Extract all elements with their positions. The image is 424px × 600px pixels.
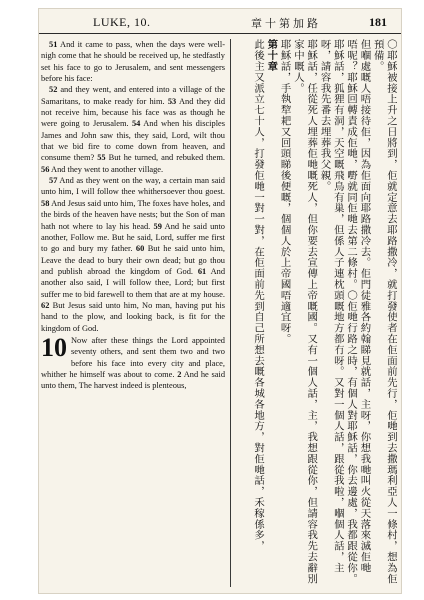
verse-number: 2 (177, 369, 182, 379)
verse-text: And Jesus said unto him, The foxes have holes, and the birds of the heaven have nests; but the Son of man hath not where to lay his head. (41, 198, 225, 231)
chapter-opening (41, 332, 225, 392)
chinese-line: 耶穌話，狐狸有洞，天空嘅飛鳥有巢，但係人子連枕頭嘅地方都冇呀。又對一個人話，跟從我啦，嗰個人話，主呀，請容我先番去埋葬我父親。 (318, 39, 344, 574)
verse-text: But Jesus said unto him, No man, having put his hand to the plow, and looking back, is fit for the kingdom of God. (41, 300, 225, 333)
verse-number: 57 (49, 176, 58, 186)
verse-text: But he said unto him, Leave the dead to bury their own dead; but go thou and publish abroad the kingdom of God. (41, 244, 225, 276)
verse-paragraph (41, 39, 225, 84)
verse-text: And they did not receive him, because his face was as though he were going to Jerusalem. (41, 96, 225, 129)
verse-text: And he said unto them, The harvest indeed is plenteous, (41, 369, 225, 391)
page-number: 181 (369, 15, 387, 29)
chinese-line: 但嗰處嘅人唔接待佢，因為佢面向耶路撒冷去。佢門徒雅各約翰睇見就話，主呀，你想我哋叫火從天落來滅佢哋 (358, 39, 371, 574)
running-head-english: LUKE, 10. (93, 15, 151, 29)
chinese-column (235, 39, 397, 587)
bible-page (38, 8, 402, 594)
english-column (41, 39, 225, 587)
chinese-line: 耶穌話，手執犂耙又回頭睇後便嘅，個個人於上帝國唔適宜呀。 (278, 39, 291, 345)
verse-number: 60 (135, 244, 145, 254)
verse-number: 56 (41, 164, 50, 174)
chinese-line: 〇耶穌被接上升之日將到，佢就定意去耶路撒冷，就打發使者在佢面前先行，佢哋到去撒瑪利亞人一條村，想為佢預備。 (371, 39, 397, 584)
chinese-line: 此後主又派立七十人，打發佢哋一對一對，在佢面前先到自己所想去嘅各城各地方，對佢哋話，禾稼係多， (252, 39, 265, 552)
verse-text: But he turned, and rebuked them. (108, 153, 225, 163)
verse-text: And it came to pass, when the days were well-nigh come that he should be received up, he stedfastly set his face to go to Jerusalem, and sent messengers before his face: (41, 40, 225, 84)
verse-paragraph (41, 175, 225, 334)
chinese-chapter-mark: 第十章 (265, 39, 278, 72)
chinese-line: 耶穌話，任從死人埋葬佢哋嘅死人，但你要去宣傳上帝嘅國。又有一個人話，主，我想跟從你，但請容我先去辭別家中嘅人。 (291, 39, 318, 584)
verse-text: And they went to another village. (51, 164, 164, 174)
verse-number: 59 (153, 221, 162, 231)
verse-text: And when his disciples James and John saw this, they said, Lord, wilt thou that we bid fire to come down from heaven, and consume them? (41, 119, 225, 163)
verse-number: 52 (49, 85, 58, 95)
page-header (39, 9, 401, 34)
verse-text: And as they went on the way, a certain man said unto him, I will follow thee whithersoever thou goest. (41, 176, 225, 197)
verse-paragraph (41, 84, 225, 175)
verse-text: And another also said, I will follow thee, Lord; but first suffer me to bid farewell to them that are at my house. (41, 266, 225, 299)
column-divider (230, 39, 231, 587)
verse-text: And he said unto another, Follow me. But he said, Lord, suffer me first to go and bury my father. (41, 221, 225, 254)
verse-number: 51 (49, 40, 58, 49)
verse-number: 58 (41, 198, 50, 208)
verse-number: 62 (41, 300, 50, 310)
verse-text: and they went, and entered into a village of the Samaritans, to make ready for him. (41, 85, 225, 106)
chapter-text: Now after these things the Lord appointed seventy others, and sent them two and two before his face into every city and place, whither he himself was about to come. (41, 335, 225, 379)
verse-number: 53 (167, 96, 177, 106)
verse-number: 54 (131, 119, 141, 129)
chinese-line: 唔呢？耶穌回轉責成佢哋，嘢就同佢哋去第二條村。〇佢哋行路之時，有個人對耶穌話，你去邊處，我都跟從你。 (345, 39, 358, 584)
verse-number: 55 (97, 153, 106, 163)
verse-number: 61 (197, 266, 207, 276)
chapter-number: 10 (41, 332, 67, 362)
running-head-chinese: 章十第加路 (251, 17, 321, 30)
